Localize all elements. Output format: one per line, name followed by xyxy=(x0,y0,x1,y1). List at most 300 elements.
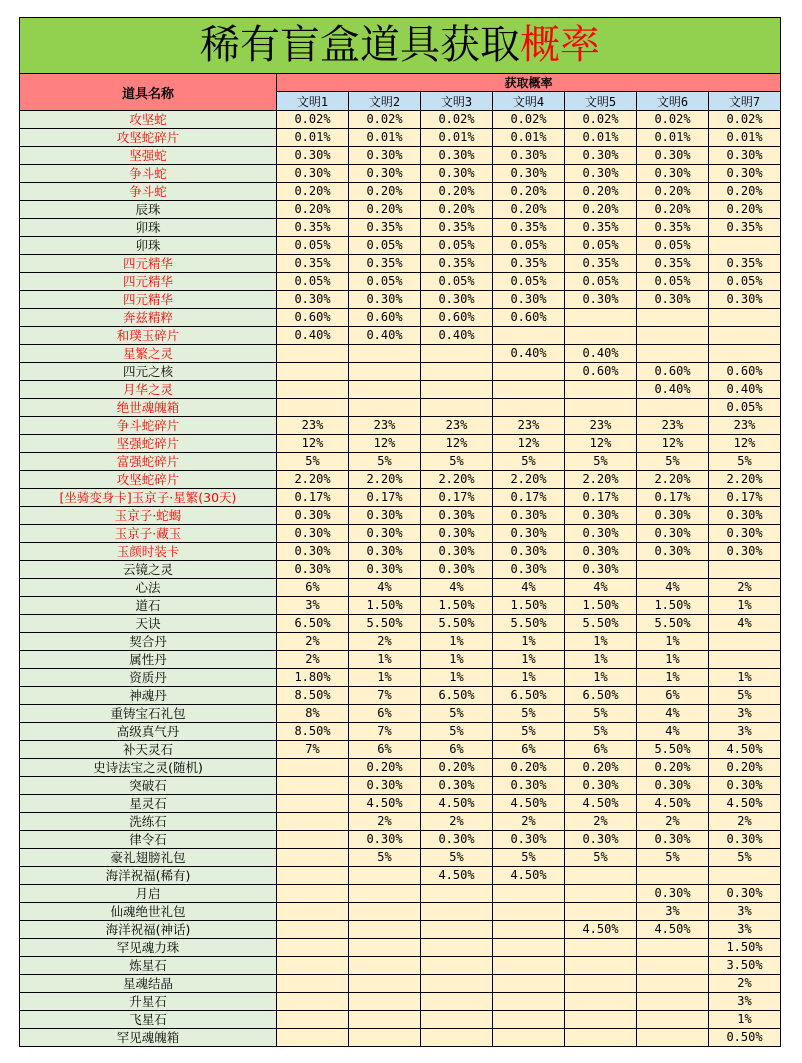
probability-cell: 0.05% xyxy=(493,273,565,291)
probability-cell: 2.20% xyxy=(565,471,637,489)
item-name-header: 道具名称 xyxy=(20,74,277,111)
probability-cell xyxy=(565,885,637,903)
probability-cell xyxy=(277,993,349,1011)
probability-cell: 0.30% xyxy=(421,147,493,165)
probability-cell xyxy=(709,309,781,327)
probability-cell: 0.30% xyxy=(709,165,781,183)
probability-cell: 0.60% xyxy=(349,309,421,327)
probability-cell: 7% xyxy=(349,687,421,705)
probability-cell: 6% xyxy=(493,741,565,759)
probability-cell: 4.50% xyxy=(709,741,781,759)
probability-cell: 1% xyxy=(637,633,709,651)
probability-cell: 2.20% xyxy=(709,471,781,489)
probability-cell: 0.02% xyxy=(277,111,349,129)
probability-cell: 2.20% xyxy=(493,471,565,489)
item-name-cell: 升星石 xyxy=(20,993,277,1011)
probability-cell xyxy=(277,1011,349,1029)
probability-cell: 0.17% xyxy=(421,489,493,507)
probability-cell: 0.30% xyxy=(277,507,349,525)
probability-cell: 4.50% xyxy=(493,867,565,885)
probability-cell xyxy=(637,975,709,993)
probability-cell: 0.20% xyxy=(709,183,781,201)
probability-cell: 2.20% xyxy=(349,471,421,489)
item-name-cell: 属性丹 xyxy=(20,651,277,669)
probability-cell: 0.60% xyxy=(421,309,493,327)
probability-cell xyxy=(493,903,565,921)
item-name-cell: 富强蛇碎片 xyxy=(20,453,277,471)
table-row xyxy=(20,165,781,183)
table-row xyxy=(20,183,781,201)
probability-cell: 12% xyxy=(565,435,637,453)
probability-cell: 0.35% xyxy=(349,255,421,273)
probability-table xyxy=(19,17,781,1047)
probability-cell xyxy=(709,867,781,885)
probability-cell: 0.05% xyxy=(637,273,709,291)
item-name-cell: 绝世魂魄箱 xyxy=(20,399,277,417)
probability-cell: 4.50% xyxy=(565,795,637,813)
probability-cell xyxy=(709,651,781,669)
probability-cell: 0.20% xyxy=(709,201,781,219)
item-name-cell: 玉京子·藏玉 xyxy=(20,525,277,543)
table-row xyxy=(20,687,781,705)
probability-cell: 5% xyxy=(349,849,421,867)
probability-cell: 4.50% xyxy=(421,795,493,813)
probability-cell: 0.20% xyxy=(637,201,709,219)
probability-cell: 0.30% xyxy=(709,291,781,309)
table-row xyxy=(20,255,781,273)
column-header: 文明1 xyxy=(277,92,349,111)
probability-cell: 3.50% xyxy=(709,957,781,975)
probability-cell xyxy=(277,831,349,849)
probability-cell: 1% xyxy=(565,669,637,687)
probability-cell: 0.40% xyxy=(709,381,781,399)
probability-cell: 2.20% xyxy=(637,471,709,489)
probability-cell xyxy=(349,381,421,399)
column-header: 文明3 xyxy=(421,92,493,111)
probability-cell: 0.20% xyxy=(421,759,493,777)
item-name-cell: 高级真气丹 xyxy=(20,723,277,741)
probability-cell xyxy=(637,309,709,327)
probability-cell: 5% xyxy=(421,705,493,723)
probability-cell: 1.50% xyxy=(709,939,781,957)
probability-cell: 0.30% xyxy=(349,507,421,525)
probability-cell: 0.40% xyxy=(421,327,493,345)
table-row xyxy=(20,201,781,219)
probability-cell: 0.05% xyxy=(565,237,637,255)
table-row xyxy=(20,867,781,885)
probability-cell: 0.20% xyxy=(709,759,781,777)
probability-cell: 0.20% xyxy=(349,759,421,777)
table-row xyxy=(20,363,781,381)
probability-cell xyxy=(277,903,349,921)
probability-cell: 0.30% xyxy=(421,525,493,543)
probability-cell: 5% xyxy=(709,849,781,867)
probability-cell: 0.30% xyxy=(277,291,349,309)
column-header: 文明6 xyxy=(637,92,709,111)
probability-cell xyxy=(277,1029,349,1047)
table-row xyxy=(20,993,781,1011)
probability-cell: 1% xyxy=(349,651,421,669)
probability-cell xyxy=(421,957,493,975)
probability-cell: 5.50% xyxy=(637,741,709,759)
probability-cell xyxy=(421,399,493,417)
probability-cell: 0.30% xyxy=(493,291,565,309)
probability-cell xyxy=(565,939,637,957)
probability-cell: 3% xyxy=(709,993,781,1011)
table-row xyxy=(20,1029,781,1047)
item-name-cell: 玉京子·蛇蝎 xyxy=(20,507,277,525)
probability-cell: 0.30% xyxy=(349,777,421,795)
probability-cell: 0.05% xyxy=(349,273,421,291)
probability-cell xyxy=(493,363,565,381)
probability-cell: 0.17% xyxy=(277,489,349,507)
item-name-cell: 四元精华 xyxy=(20,273,277,291)
probability-cell: 5% xyxy=(565,849,637,867)
item-name-cell: 卯珠 xyxy=(20,237,277,255)
probability-cell xyxy=(349,345,421,363)
probability-cell: 0.01% xyxy=(277,129,349,147)
probability-cell: 0.30% xyxy=(637,147,709,165)
probability-cell: 0.30% xyxy=(421,831,493,849)
probability-cell: 4% xyxy=(709,615,781,633)
item-name-cell: 罕见魂魄箱 xyxy=(20,1029,277,1047)
probability-cell: 5.50% xyxy=(565,615,637,633)
table-row xyxy=(20,471,781,489)
probability-cell: 1% xyxy=(709,1011,781,1029)
probability-cell: 23% xyxy=(277,417,349,435)
table-row xyxy=(20,579,781,597)
probability-cell: 7% xyxy=(277,741,349,759)
probability-cell: 0.30% xyxy=(349,165,421,183)
table-row xyxy=(20,921,781,939)
item-name-cell: 豪礼翅膀礼包 xyxy=(20,849,277,867)
probability-cell: 2% xyxy=(637,813,709,831)
probability-cell: 0.05% xyxy=(349,237,421,255)
probability-cell: 6.50% xyxy=(565,687,637,705)
probability-cell xyxy=(637,345,709,363)
probability-cell: 0.35% xyxy=(421,219,493,237)
probability-cell: 1.80% xyxy=(277,669,349,687)
probability-header: 获取概率 xyxy=(277,74,781,92)
probability-cell xyxy=(637,327,709,345)
probability-cell: 0.30% xyxy=(493,525,565,543)
probability-cell: 1% xyxy=(421,669,493,687)
table-row xyxy=(20,309,781,327)
probability-cell xyxy=(637,1011,709,1029)
probability-cell xyxy=(349,1029,421,1047)
table-row xyxy=(20,399,781,417)
probability-cell: 0.20% xyxy=(493,201,565,219)
probability-cell xyxy=(277,975,349,993)
probability-cell: 6% xyxy=(565,741,637,759)
probability-cell: 23% xyxy=(709,417,781,435)
item-name-cell: 四元之核 xyxy=(20,363,277,381)
probability-cell: 0.30% xyxy=(637,831,709,849)
probability-cell xyxy=(277,759,349,777)
probability-cell: 0.50% xyxy=(709,1029,781,1047)
probability-cell: 0.30% xyxy=(349,525,421,543)
probability-cell: 0.30% xyxy=(421,561,493,579)
probability-cell: 4.50% xyxy=(637,795,709,813)
probability-cell xyxy=(349,993,421,1011)
probability-cell: 6% xyxy=(421,741,493,759)
probability-cell: 2% xyxy=(709,975,781,993)
probability-cell: 0.02% xyxy=(421,111,493,129)
probability-cell xyxy=(349,957,421,975)
item-name-cell: 海洋祝福(神话) xyxy=(20,921,277,939)
probability-cell: 3% xyxy=(709,921,781,939)
probability-cell: 0.05% xyxy=(493,237,565,255)
probability-cell: 8.50% xyxy=(277,687,349,705)
probability-cell xyxy=(709,633,781,651)
item-name-cell: 突破石 xyxy=(20,777,277,795)
probability-cell: 5% xyxy=(709,453,781,471)
probability-cell: 5% xyxy=(349,453,421,471)
probability-cell: 0.02% xyxy=(709,111,781,129)
table-row xyxy=(20,489,781,507)
probability-cell xyxy=(349,363,421,381)
column-header: 文明4 xyxy=(493,92,565,111)
probability-cell: 4% xyxy=(421,579,493,597)
probability-cell xyxy=(277,885,349,903)
probability-cell: 12% xyxy=(637,435,709,453)
table-row xyxy=(20,975,781,993)
probability-cell: 0.01% xyxy=(349,129,421,147)
probability-cell xyxy=(565,309,637,327)
probability-cell: 5% xyxy=(493,453,565,471)
probability-cell: 3% xyxy=(637,903,709,921)
probability-cell xyxy=(493,975,565,993)
probability-cell: 0.40% xyxy=(565,345,637,363)
probability-cell: 3% xyxy=(709,705,781,723)
probability-cell: 6% xyxy=(349,741,421,759)
probability-cell xyxy=(277,345,349,363)
table-row xyxy=(20,219,781,237)
probability-cell: 5.50% xyxy=(637,615,709,633)
probability-cell xyxy=(565,1029,637,1047)
item-name-cell: 罕见魂力珠 xyxy=(20,939,277,957)
probability-cell: 0.30% xyxy=(709,147,781,165)
item-name-cell: 和璞玉碎片 xyxy=(20,327,277,345)
item-name-cell: 奔兹精粹 xyxy=(20,309,277,327)
probability-cell xyxy=(637,561,709,579)
probability-cell xyxy=(277,777,349,795)
probability-cell xyxy=(637,939,709,957)
item-name-cell: 星灵石 xyxy=(20,795,277,813)
item-name-cell: 四元精华 xyxy=(20,255,277,273)
probability-cell: 0.30% xyxy=(493,147,565,165)
probability-cell xyxy=(709,345,781,363)
item-name-cell: 攻坚蛇碎片 xyxy=(20,471,277,489)
probability-cell: 0.30% xyxy=(709,885,781,903)
probability-cell: 0.01% xyxy=(493,129,565,147)
item-name-cell: 补天灵石 xyxy=(20,741,277,759)
probability-cell: 0.30% xyxy=(637,291,709,309)
table-row xyxy=(20,651,781,669)
probability-cell xyxy=(421,381,493,399)
probability-cell: 1.50% xyxy=(493,597,565,615)
probability-cell: 5% xyxy=(565,705,637,723)
column-header: 文明7 xyxy=(709,92,781,111)
table-row xyxy=(20,831,781,849)
table-row xyxy=(20,525,781,543)
item-name-cell: 心法 xyxy=(20,579,277,597)
probability-cell: 0.01% xyxy=(421,129,493,147)
probability-cell: 0.20% xyxy=(277,201,349,219)
probability-cell: 0.01% xyxy=(637,129,709,147)
probability-cell: 5% xyxy=(637,849,709,867)
probability-cell: 5% xyxy=(565,723,637,741)
probability-cell xyxy=(637,1029,709,1047)
table-row xyxy=(20,507,781,525)
table-row xyxy=(20,615,781,633)
probability-cell xyxy=(277,957,349,975)
probability-cell: 3% xyxy=(709,723,781,741)
probability-cell: 0.05% xyxy=(565,273,637,291)
probability-cell: 0.05% xyxy=(421,237,493,255)
probability-cell: 5% xyxy=(421,849,493,867)
item-name-cell: 攻坚蛇 xyxy=(20,111,277,129)
probability-cell: 1% xyxy=(421,651,493,669)
item-name-cell: 海洋祝福(稀有) xyxy=(20,867,277,885)
probability-cell: 4.50% xyxy=(565,921,637,939)
table-row xyxy=(20,111,781,129)
probability-cell: 0.20% xyxy=(637,183,709,201)
probability-cell: 0.60% xyxy=(709,363,781,381)
probability-cell: 4% xyxy=(493,579,565,597)
probability-cell: 0.35% xyxy=(421,255,493,273)
item-name-cell: 月启 xyxy=(20,885,277,903)
probability-cell xyxy=(493,1011,565,1029)
probability-cell xyxy=(709,237,781,255)
probability-cell xyxy=(637,867,709,885)
probability-cell: 0.17% xyxy=(709,489,781,507)
probability-cell: 0.35% xyxy=(709,219,781,237)
probability-cell: 5% xyxy=(493,849,565,867)
probability-cell: 4% xyxy=(565,579,637,597)
probability-cell: 8% xyxy=(277,705,349,723)
probability-cell: 3% xyxy=(709,903,781,921)
probability-cell: 1% xyxy=(709,669,781,687)
probability-cell: 23% xyxy=(637,417,709,435)
item-name-cell: 玉颜时装卡 xyxy=(20,543,277,561)
probability-cell xyxy=(421,885,493,903)
probability-cell: 6% xyxy=(637,687,709,705)
probability-cell xyxy=(493,993,565,1011)
probability-cell: 0.30% xyxy=(493,831,565,849)
probability-cell xyxy=(493,939,565,957)
probability-cell: 0.17% xyxy=(637,489,709,507)
probability-cell: 0.30% xyxy=(421,291,493,309)
probability-cell: 6% xyxy=(349,705,421,723)
probability-cell: 0.30% xyxy=(277,165,349,183)
probability-cell xyxy=(349,939,421,957)
probability-cell xyxy=(709,327,781,345)
probability-cell: 0.20% xyxy=(421,201,493,219)
probability-cell: 4% xyxy=(637,723,709,741)
probability-cell: 0.17% xyxy=(493,489,565,507)
probability-cell: 0.20% xyxy=(493,183,565,201)
table-row xyxy=(20,705,781,723)
table-row xyxy=(20,273,781,291)
probability-cell: 0.30% xyxy=(565,507,637,525)
probability-cell: 0.20% xyxy=(565,183,637,201)
probability-cell: 0.30% xyxy=(277,525,349,543)
item-name-cell: 神魂丹 xyxy=(20,687,277,705)
probability-cell: 8.50% xyxy=(277,723,349,741)
probability-cell xyxy=(493,921,565,939)
item-name-cell: 月华之灵 xyxy=(20,381,277,399)
probability-cell: 1.50% xyxy=(637,597,709,615)
probability-cell: 0.05% xyxy=(277,273,349,291)
probability-cell: 1% xyxy=(493,651,565,669)
probability-cell: 1% xyxy=(349,669,421,687)
probability-cell: 4% xyxy=(637,705,709,723)
probability-cell: 0.05% xyxy=(421,273,493,291)
probability-cell: 5% xyxy=(421,453,493,471)
item-name-cell: 坚强蛇 xyxy=(20,147,277,165)
probability-cell: 1% xyxy=(637,669,709,687)
probability-cell: 0.60% xyxy=(565,363,637,381)
probability-cell: 0.35% xyxy=(565,219,637,237)
item-name-cell: 云镜之灵 xyxy=(20,561,277,579)
probability-cell: 0.30% xyxy=(277,147,349,165)
probability-cell xyxy=(565,867,637,885)
item-name-cell: 史诗法宝之灵(随机) xyxy=(20,759,277,777)
probability-cell xyxy=(493,399,565,417)
probability-cell: 0.30% xyxy=(565,543,637,561)
probability-cell: 1% xyxy=(565,633,637,651)
probability-cell: 0.35% xyxy=(637,255,709,273)
probability-cell: 2% xyxy=(709,813,781,831)
probability-cell xyxy=(565,957,637,975)
table-row xyxy=(20,597,781,615)
probability-cell: 0.30% xyxy=(709,831,781,849)
probability-cell xyxy=(349,1011,421,1029)
probability-cell: 0.30% xyxy=(421,165,493,183)
probability-cell: 0.60% xyxy=(493,309,565,327)
probability-cell: 5% xyxy=(565,453,637,471)
table-row xyxy=(20,741,781,759)
probability-cell: 2.20% xyxy=(421,471,493,489)
probability-cell: 0.40% xyxy=(349,327,421,345)
probability-cell xyxy=(493,885,565,903)
probability-cell: 3% xyxy=(277,597,349,615)
probability-cell: 4.50% xyxy=(709,795,781,813)
item-name-cell: 坚强蛇碎片 xyxy=(20,435,277,453)
probability-cell: 4.50% xyxy=(637,921,709,939)
item-name-cell: 争斗蛇 xyxy=(20,165,277,183)
probability-cell: 0.02% xyxy=(565,111,637,129)
probability-cell: 0.35% xyxy=(709,255,781,273)
probability-cell: 0.30% xyxy=(709,507,781,525)
probability-cell: 0.30% xyxy=(493,777,565,795)
probability-cell xyxy=(277,921,349,939)
probability-cell: 0.17% xyxy=(565,489,637,507)
probability-cell xyxy=(637,957,709,975)
probability-cell: 0.30% xyxy=(493,507,565,525)
item-name-cell: 仙魂绝世礼包 xyxy=(20,903,277,921)
item-name-cell: 飞星石 xyxy=(20,1011,277,1029)
table-row xyxy=(20,723,781,741)
probability-cell: 0.35% xyxy=(277,255,349,273)
probability-cell: 0.30% xyxy=(421,507,493,525)
probability-cell: 0.05% xyxy=(709,273,781,291)
probability-cell: 0.30% xyxy=(349,291,421,309)
probability-cell: 0.35% xyxy=(277,219,349,237)
probability-cell: 0.05% xyxy=(637,237,709,255)
probability-cell: 2% xyxy=(277,633,349,651)
